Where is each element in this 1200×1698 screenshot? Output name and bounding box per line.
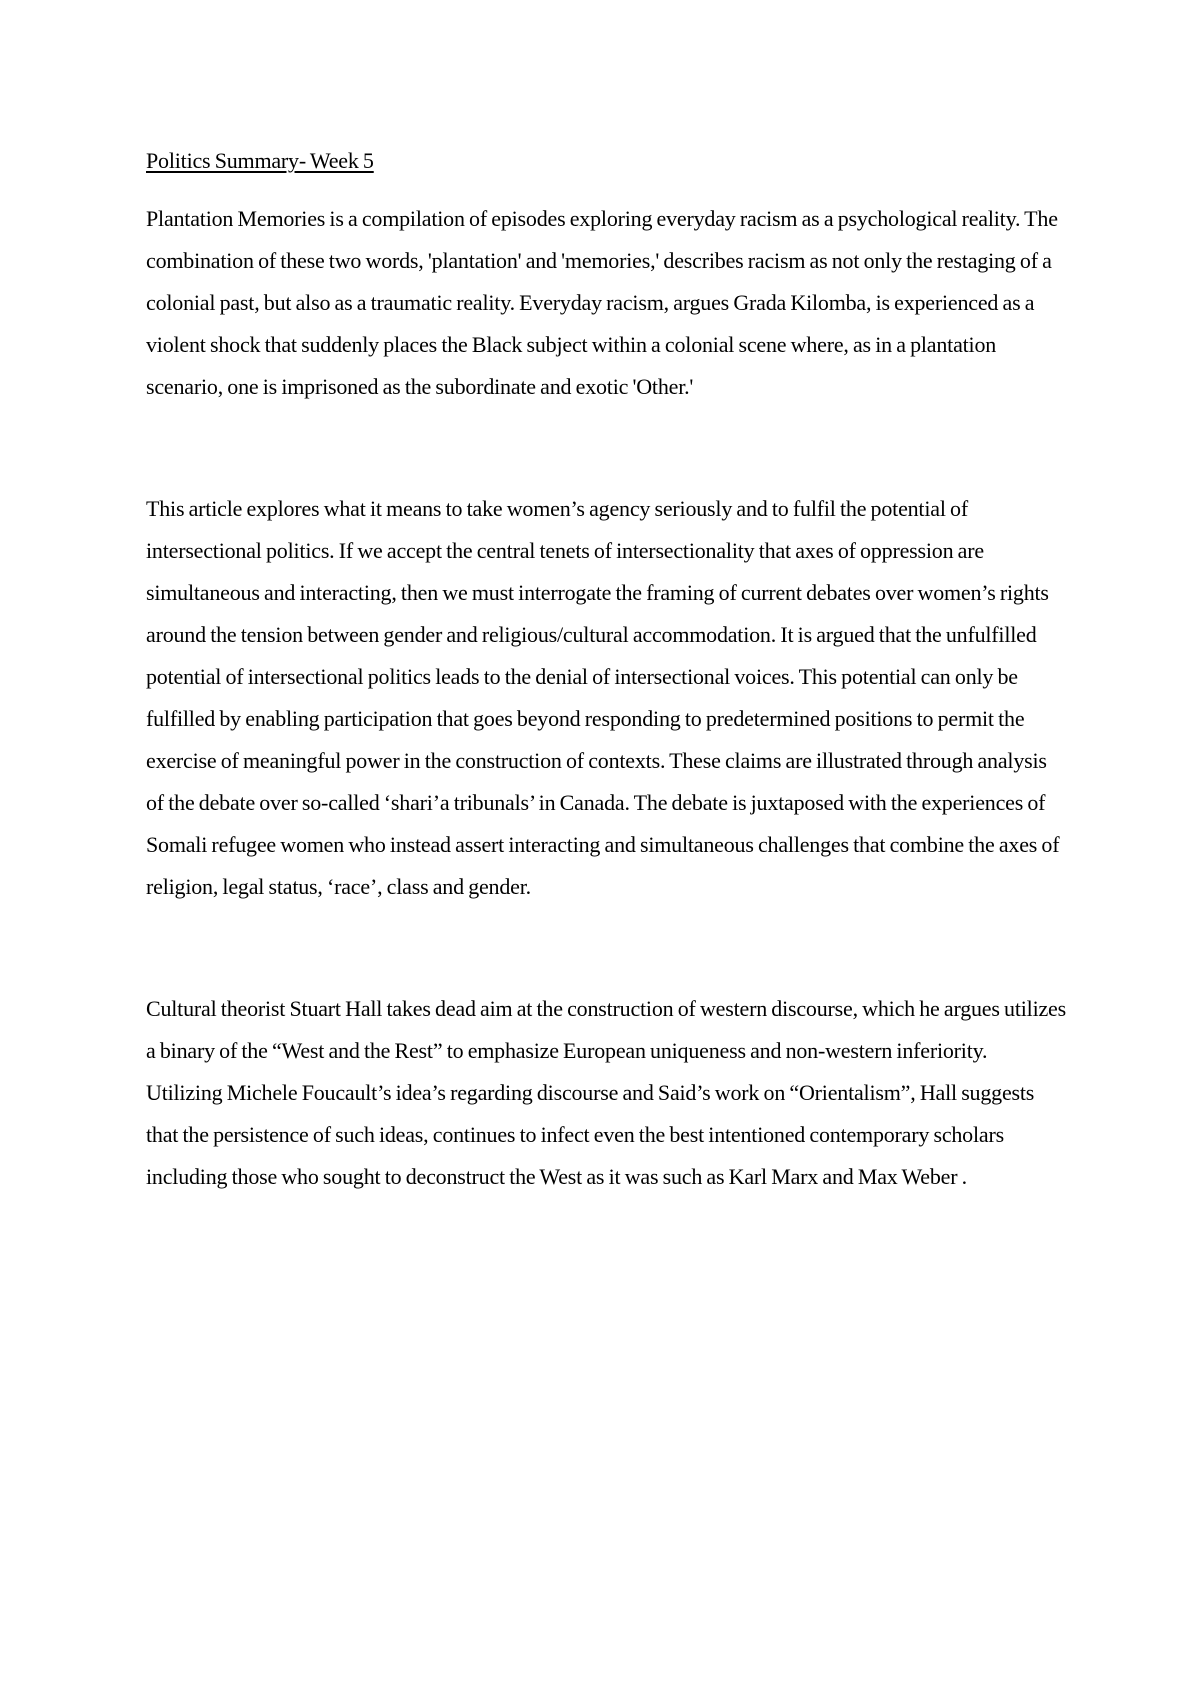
paragraph-west-and-the-rest: Cultural theorist Stuart Hall takes dead aim at the construction of western discourse, which he argues utilizes a binary of the “West and the Rest” to emphasize European uniqueness and non-western inferiority. Utilizing Michele Foucault’s idea’s regarding discourse and Said’s work on “Orientalism”, Hall suggests that the persistence of such ideas, continues to infect even the best intentioned contemporary scholars including those who sought to deconstruct the West as it was such as Karl Marx and Max Weber . <box>146 996 1066 1189</box>
document-title: Politics Summary- Week 5 <box>146 148 374 173</box>
paragraph-plantation-memories: Plantation Memories is a compilation of episodes exploring everyday racism as a psychological reality. The combination of these two words, 'plantation' and 'memories,' describes racism as not only the restaging of a colonial past, but also as a traumatic reality. Everyday racism, argues Grada Kilomba, is experienced as a violent shock that suddenly places the Black subject within a colonial scene where, as in a plantation scenario, one is imprisoned as the subordinate and exotic 'Other.' <box>146 206 1058 399</box>
document-body <box>146 146 1066 1198</box>
paragraph-intersectional-politics: This article explores what it means to take women’s agency seriously and to fulfil the potential of intersectional politics. If we accept the central tenets of intersectionality that axes of oppression are simultaneous and interacting, then we must interrogate the framing of current debates over women’s rights around the tension between gender and religious/cultural accommodation. It is argued that the unfulfilled potential of intersectional politics leads to the denial of intersectional voices. This potential can only be fulfilled by enabling participation that goes beyond responding to predetermined positions to permit the exercise of meaningful power in the construction of contexts. These claims are illustrated through analysis of the debate over so-called ‘shari’a tribunals’ in Canada. The debate is juxtaposed with the experiences of Somali refugee women who instead assert interacting and simultaneous challenges that combine the axes of religion, legal status, ‘race’, class and gender. <box>146 496 1060 899</box>
